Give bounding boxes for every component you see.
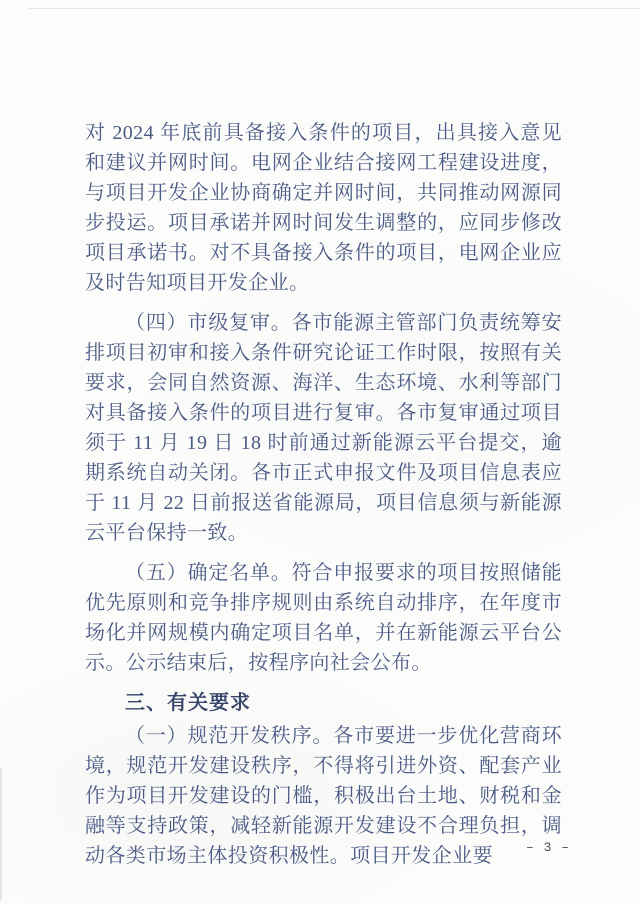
scan-artifact-left-edge bbox=[0, 768, 2, 900]
document-body bbox=[85, 118, 562, 881]
section-heading: 三、有关要求 bbox=[125, 692, 251, 714]
page-number: – 3 – bbox=[525, 840, 570, 855]
paragraph: （四）市级复审。各市能源主管部门负责统筹安排项目初审和接入条件研究论证工作时限，按照有关要求，会同自然资源、海洋、生态环境、水利等部门对具备接入条件的项目进行复审。各市复审通过项目须于 11 月 19 日 18 时前通过新能源云平台提交，逾期系统自动关闭。各市正式申报文件及项目信息表应于 11 月 22 日前报送省能源局，项目信息须与新能源云平台保持一致。 bbox=[85, 312, 562, 544]
paragraph: （五）确定名单。符合申报要求的项目按照储能优先原则和竞争排序规则由系统自动排序，在年度市场化并网规模内确定项目名单，并在新能源云平台公示。公示结束后，按程序向社会公布。 bbox=[85, 562, 562, 674]
paragraph: （一）规范开发秩序。各市要进一步优化营商环境，规范开发建设秩序，不得将引进外资、配套产业作为项目开发建设的门槛，积极出台土地、财税和金融等支持政策，减轻新能源开发建设不合理负担，调动各类市场主体投资积极性。项目开发企业要 bbox=[85, 725, 562, 867]
scan-artifact-top-edge bbox=[28, 8, 640, 9]
paragraph: 对 2024 年底前具备接入条件的项目，出具接入意见和建议并网时间。电网企业结合接网工程建设进度，与项目开发企业协商确定并网时间，共同推动网源同步投运。项目承诺并网时间发生调整的，应同步修改项目承诺书。对不具备接入条件的项目，电网企业应及时告知项目开发企业。 bbox=[85, 122, 562, 294]
